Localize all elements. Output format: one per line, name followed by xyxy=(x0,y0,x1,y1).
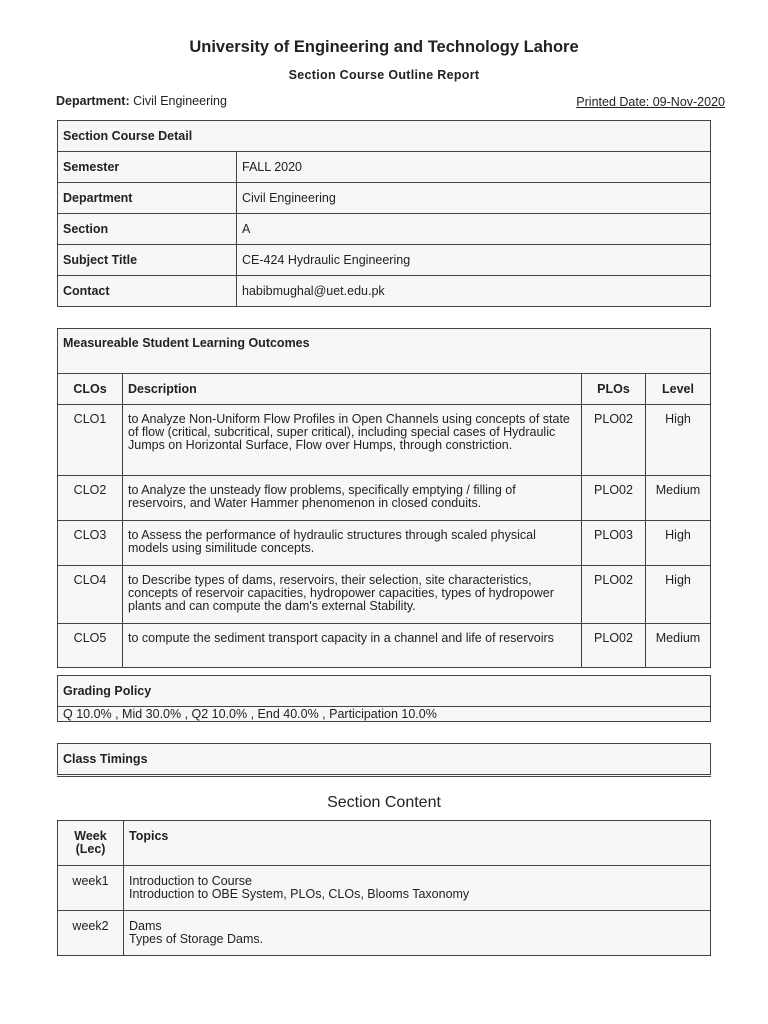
clo-description: to Assess the performance of hydraulic structures through scaled physical models using similitude concepts. xyxy=(123,521,582,566)
clo-level: High xyxy=(646,405,711,476)
clo-description: to Analyze the unsteady flow problems, specifically emptying / filling of reservoirs, and Water Hammer phenomenon in closed conduits. xyxy=(123,476,582,521)
week-label: Week xyxy=(74,829,107,843)
lec-label: (Lec) xyxy=(75,842,106,856)
week-id: week1 xyxy=(58,866,124,911)
plo-id: PLO02 xyxy=(582,476,646,521)
table-row xyxy=(58,911,711,956)
detail-label: Section xyxy=(58,214,237,245)
plo-id: PLO03 xyxy=(582,521,646,566)
week-id: week2 xyxy=(58,911,124,956)
clo-id: CLO5 xyxy=(58,624,123,668)
university-title: University of Engineering and Technology Lahore xyxy=(189,38,579,56)
table-row xyxy=(58,245,711,276)
table-row xyxy=(58,624,711,668)
detail-label: Semester xyxy=(58,152,237,183)
table-row xyxy=(58,214,711,245)
table-row xyxy=(58,405,711,476)
clo-id: CLO1 xyxy=(58,405,123,476)
detail-value: FALL 2020 xyxy=(237,152,711,183)
table-row xyxy=(58,521,711,566)
topic-line: Introduction to OBE System, PLOs, CLOs, Blooms Taxonomy xyxy=(129,887,470,901)
column-header-week xyxy=(58,821,124,866)
clo-level: High xyxy=(646,566,711,624)
column-header-description: Description xyxy=(123,374,582,405)
table-row xyxy=(58,866,711,911)
detail-label: Subject Title xyxy=(58,245,237,276)
week-topics xyxy=(124,866,711,911)
clo-description: to compute the sediment transport capacity in a channel and life of reservoirs xyxy=(123,624,582,668)
table-row xyxy=(58,183,711,214)
clo-description: to Describe types of dams, reservoirs, their selection, site characteristics, concepts of reservoir capacities, hydropower capacities, types of hydropower plants and can compute the dam's external Stability. xyxy=(123,566,582,624)
section-detail-heading: Section Course Detail xyxy=(58,121,711,152)
clo-id: CLO4 xyxy=(58,566,123,624)
contact-email: habibmughal@uet.edu.pk xyxy=(237,276,711,307)
detail-value: CE-424 Hydraulic Engineering xyxy=(237,245,711,276)
detail-value: A xyxy=(237,214,711,245)
learning-outcomes-table xyxy=(57,328,711,668)
department-label: Department: xyxy=(56,94,130,108)
clo-id: CLO3 xyxy=(58,521,123,566)
clo-id: CLO2 xyxy=(58,476,123,521)
topic-line: Types of Storage Dams. xyxy=(129,932,264,946)
table-row xyxy=(58,276,711,307)
plo-id: PLO02 xyxy=(582,624,646,668)
detail-label: Department xyxy=(58,183,237,214)
plo-id: PLO02 xyxy=(582,566,646,624)
grading-value: Q 10.0% , Mid 30.0% , Q2 10.0% , End 40.0% , Participation 10.0% xyxy=(58,707,711,722)
timings-heading: Class Timings xyxy=(58,744,711,776)
column-header-clos: CLOs xyxy=(58,374,123,405)
plo-id: PLO02 xyxy=(582,405,646,476)
table-row xyxy=(58,566,711,624)
column-header-plos: PLOs xyxy=(582,374,646,405)
printed-date: Printed Date: 09-Nov-2020 xyxy=(576,95,725,109)
department-line xyxy=(56,94,227,108)
clo-level: Medium xyxy=(646,476,711,521)
clo-level: Medium xyxy=(646,624,711,668)
grading-policy-table xyxy=(57,675,711,722)
grading-heading: Grading Policy xyxy=(58,676,711,707)
section-content-heading: Section Content xyxy=(327,794,441,811)
detail-value: Civil Engineering xyxy=(237,183,711,214)
report-title: Section Course Outline Report xyxy=(288,68,480,82)
table-row xyxy=(58,476,711,521)
detail-label: Contact xyxy=(58,276,237,307)
column-header-level: Level xyxy=(646,374,711,405)
section-course-detail-table xyxy=(57,120,711,307)
table-row xyxy=(58,152,711,183)
clo-level: High xyxy=(646,521,711,566)
topic-line: Introduction to Course xyxy=(129,874,252,888)
class-timings-table xyxy=(57,743,711,777)
section-content-table xyxy=(57,820,711,956)
clo-description: to Analyze Non-Uniform Flow Profiles in Open Channels using concepts of state of flow (critical, subcritical, super critical), including special cases of Hydraulic Jumps on Horizontal Surface, Flow over Humps, through constriction. xyxy=(123,405,582,476)
column-header-topics: Topics xyxy=(124,821,711,866)
topic-line: Dams xyxy=(129,919,162,933)
week-topics xyxy=(124,911,711,956)
department-value: Civil Engineering xyxy=(133,94,227,108)
outcomes-heading: Measureable Student Learning Outcomes xyxy=(58,329,711,374)
